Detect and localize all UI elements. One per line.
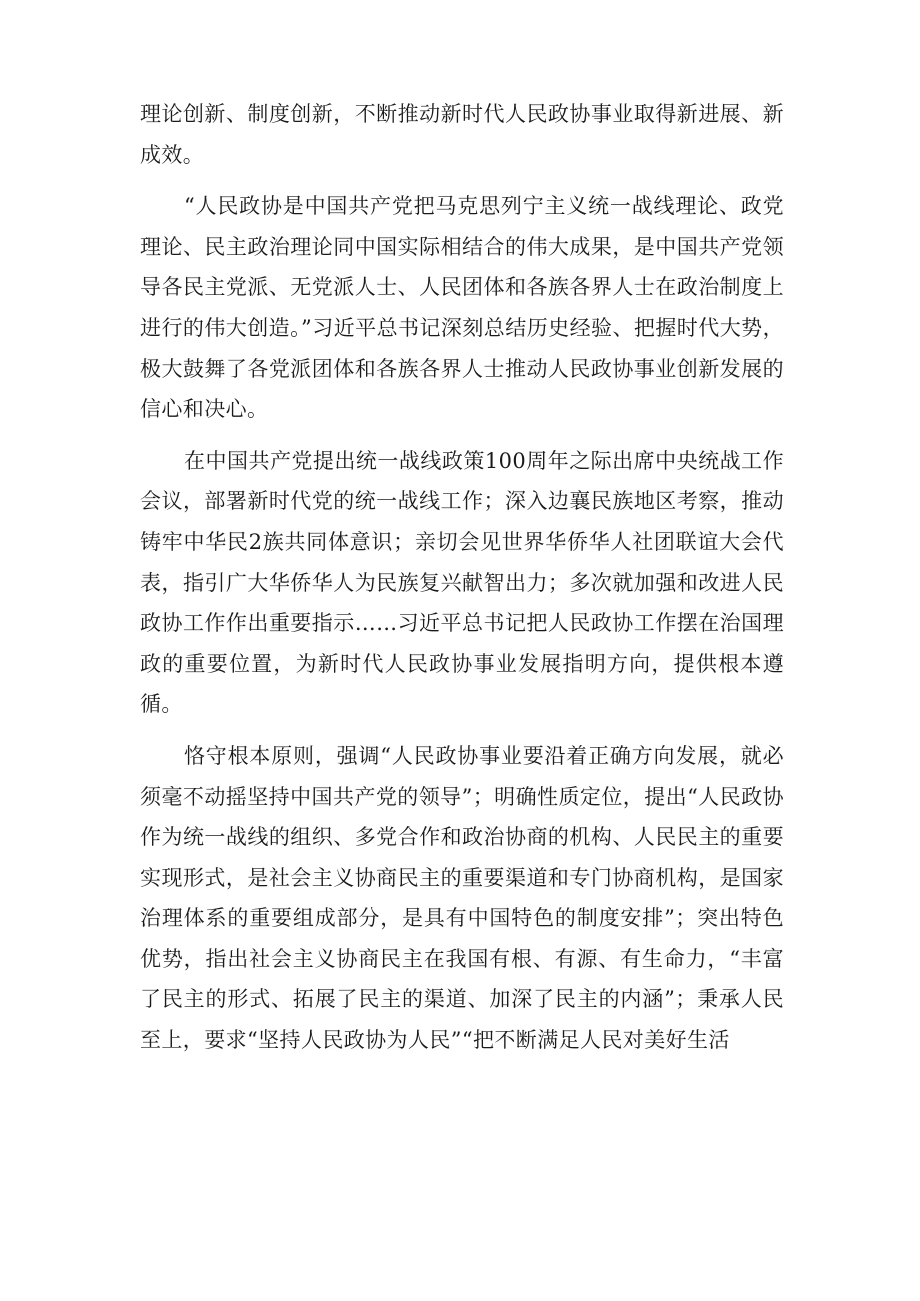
document-body: [140, 94, 784, 1072]
paragraph-2: “人民政协是中国共产党把马克思列宁主义统一战线理论、政党理论、民主政治理论同中国实际相结合的伟大成果，是中国共产党领导各民主党派、无党派人士、人民团体和各族各界人士在政治制度上进行的伟大创造。”习近平总书记深刻总结历史经验、把握时代大势，极大鼓舞了各党派团体和各族各界人士推动人民政协事业创新发展的信心和决心。: [140, 194, 784, 422]
paragraph-1: 理论创新、制度创新，不断推动新时代人民政协事业取得新进展、新成效。: [140, 102, 784, 167]
paragraph-3: 在中国共产党提出统一战线政策100周年之际出席中央统战工作会议，部署新时代党的统一战线工作；深入边襄民族地区考察，推动铸牢中华民2族共同体意识；亲切会见世界华侨华人社团联谊大会代表，指引广大华侨华人为民族复兴献智出力；多次就加强和改进人民政协工作作出重要指示……习近平总书记把人民政协工作摆在治国理政的重要位置，为新时代人民政协事业发展指明方向，提供根本遵循。: [140, 448, 784, 717]
paragraph-4: 恪守根本原则，强调“人民政协事业要沿着正确方向发展，就必须毫不动摇坚持中国共产党的领导”；明确性质定位，提出“人民政协作为统一战线的组织、多党合作和政治协商的机构、人民民主的重要实现形式，是社会主义协商民主的重要渠道和专门协商机构，是国家治理体系的重要组成部分，是具有中国特色的制度安排”；突出特色优势，指出社会主义协商民主在我国有根、有源、有生命力，“丰富了民主的形式、拓展了民主的渠道、加深了民主的内涵”；秉承人民至上，要求“坚持人民政协为人民”“把不断满足人民对美好生活: [140, 743, 784, 1053]
